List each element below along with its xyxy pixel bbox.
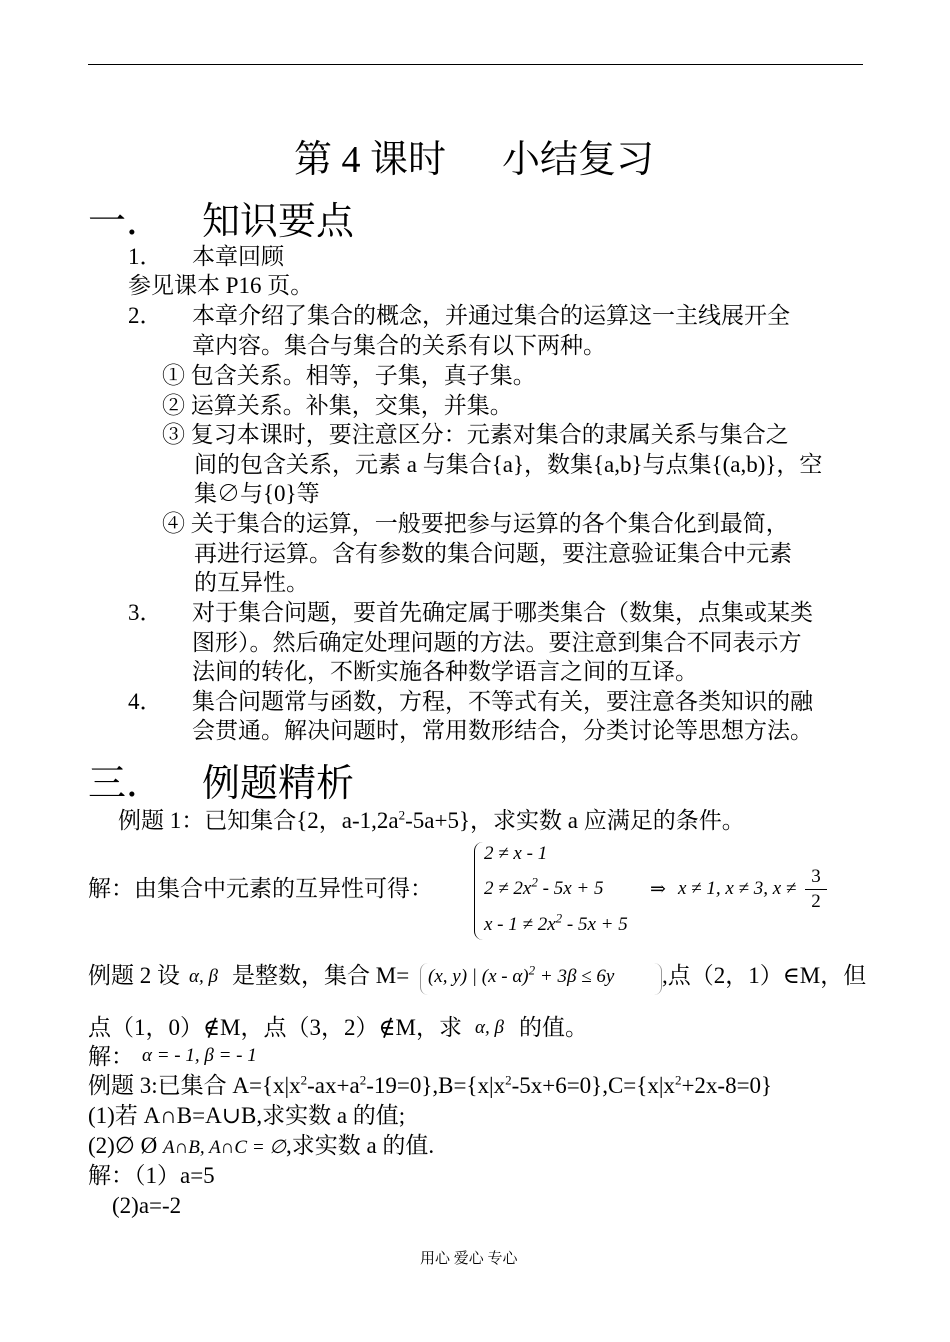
example3-solution1: 解：（1）a=5 [88,1163,215,1188]
item3-line2: 图形）。然后确定处理问题的方法。要注意到集合不同表示方 [192,630,802,655]
item2-sub3-line1: ③ 复习本课时，要注意区分：元素对集合的隶属关系与集合之 [162,422,789,447]
example1-result: x ≠ 1, x ≠ 3, x ≠ [678,878,797,899]
fraction-three-halves [805,866,827,913]
system-eq1: 2 ≠ x - 1 [484,843,548,864]
item2-sub2: ② 运算关系。补集，交集，并集。 [162,393,513,418]
example1-solution-label: 解：由集合中元素的互异性可得： [88,876,433,901]
item2-sub3-line2: 间的包含关系，元素 a 与集合{a}，数集{a,b}与点集{(a,b)}，空 [194,452,823,477]
item4-line2: 会贯通。解决问题时，常用数形结合，分类讨论等思想方法。 [192,718,813,743]
example2-vars-2: α, β [475,1017,504,1038]
item4-line1: 集合问题常与函数，方程，不等式有关，要注意各类知识的融 [192,689,813,714]
item2-sub1: ① 包含关系。相等，子集，真子集。 [162,363,536,388]
lesson-number: 第 4 课时 [294,139,447,181]
item3-line1: 对于集合问题，要首先确定属于哪类集合（数集，点集或某类 [192,600,813,625]
section1-number: 一． [88,201,165,243]
section3-title: 例题精析 [202,763,355,805]
item1-text: 参见课本 P16 页。 [128,273,314,298]
item3-line3: 法间的转化，不断实施各种数学语言之间的互译。 [192,659,698,684]
item2-sub4-line1: ④ 关于集合的运算，一般要把参与运算的各个集合化到最简， [162,511,789,536]
set-builder: (x, y) | (x - α)$^2$ + 3β ≤ 6y [428,962,615,987]
item4-number: 4． [128,689,163,714]
section3-number: 三． [88,763,165,805]
example2-question-line1: 例题 2 设 [88,963,180,988]
item2-sub4-line2: 再进行运算。含有参数的集合问题，要注意验证集合中元素 [194,541,792,566]
example2-question-tail: ,点（2，1）∈M，但 [662,963,867,988]
item2-sub4-line3: 的互异性。 [194,570,309,595]
example2-question-line2: 点（1，0）∉M，点（3，2）∉M，求 [88,1015,462,1040]
page-title: 小结复习 [502,139,655,181]
fraction-bar [805,889,827,890]
section1-title: 知识要点 [202,201,355,243]
item1-number: 1． [128,244,163,269]
example2-question-line2-tail: 的值。 [519,1015,588,1040]
example3-part2: (2)∅ Ø A∩B, A∩C = ∅,求实数 a 的值. [88,1133,435,1158]
item2-sub3-line3: 集∅与{0}等 [194,481,320,506]
example1-question: 例题 1：已知集合{2，$a-1,2a^2-5a+5$}，求实数 a 应满足的条件。 [118,807,745,833]
example2-vars: α, β [189,966,218,987]
example2-question-text: 是整数，集合 M= [232,963,410,988]
header-rule [88,64,863,65]
item2-line2: 章内容。集合与集合的关系有以下两种。 [192,333,606,358]
footer-text: 用心 爱心 专心 [420,1251,518,1267]
item1-title: 本章回顾 [192,244,284,269]
system-eq3: $x - 1 \ne 2x^2 - 5x + 5$ [484,910,628,935]
item3-number: 3． [128,600,163,625]
example3-part1: (1)若 A∩B=A∪B,求实数 a 的值; [88,1103,406,1128]
example2-solution-label: 解： [88,1044,134,1069]
fraction-denominator: 2 [811,891,821,912]
example2-solution: α = - 1, β = - 1 [142,1045,257,1066]
system-eq2: $2 \ne 2x^2 - 5x + 5$ [484,874,604,899]
example3-solution2: (2)a=-2 [112,1193,182,1218]
item2-number: 2． [128,303,163,328]
fraction-numerator: 3 [811,866,821,887]
item2-line1: 本章介绍了集合的概念，并通过集合的运算这一主线展开全 [192,303,790,328]
part2-math: A∩B, A∩C = ∅ [162,1137,286,1158]
implies-arrow: ⇒ [650,879,666,900]
example3-question: 例题 3:已集合 $A=\{x|x^2-ax+a^2-19=0\},B=\{x|x^2-5x+6=0\},C=\{x|x^2+2x-8=0\}$ [88,1072,773,1098]
